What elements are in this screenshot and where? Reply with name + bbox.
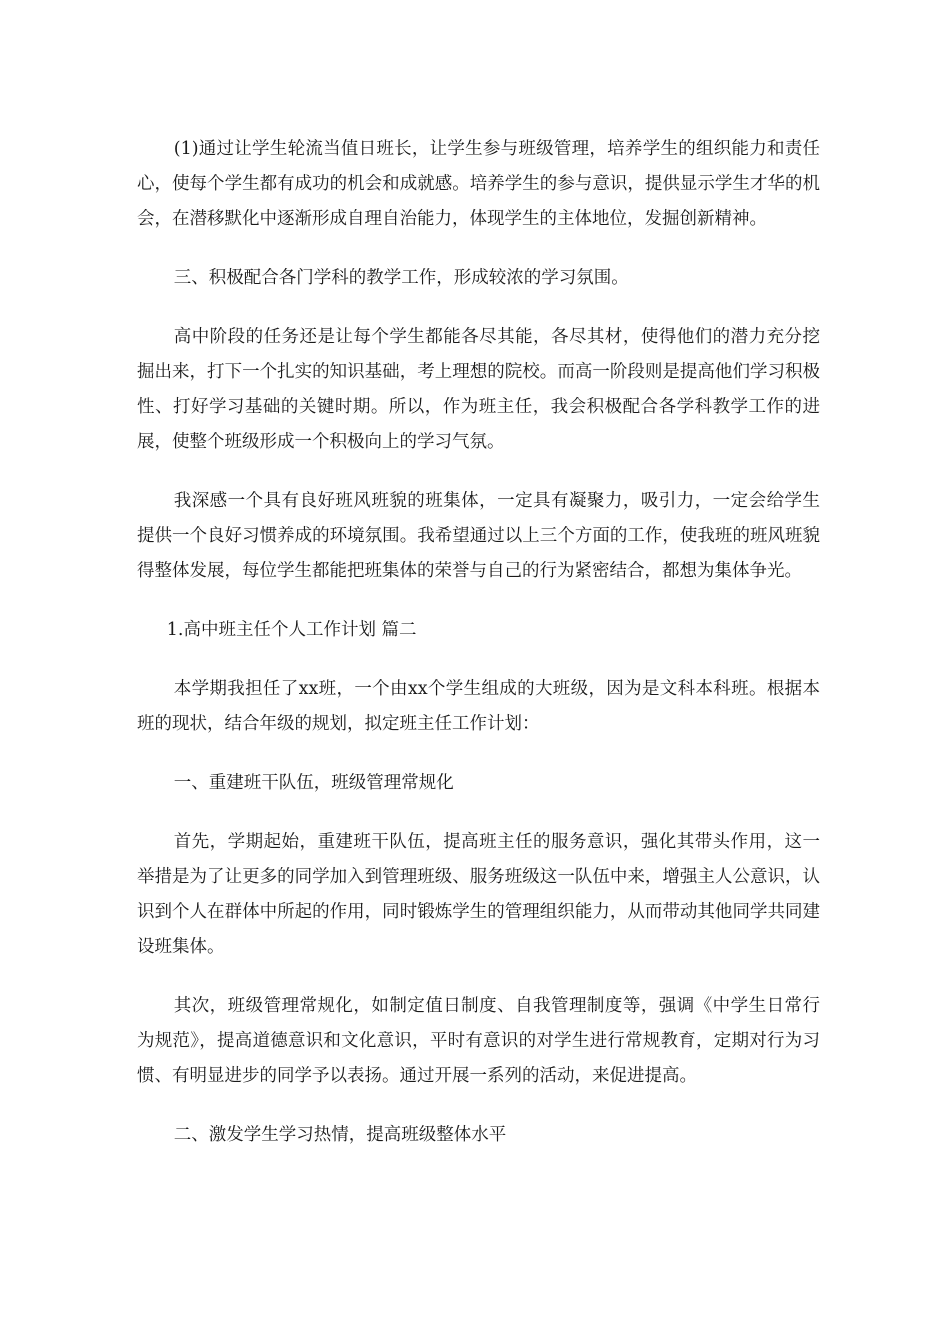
paragraph-high-school-task: 高中阶段的任务还是让每个学生都能各尽其能，各尽其材，使得他们的潜力充分挖掘出来，打下一个扎实的知识基础，考上理想的院校。而高一阶段则是提高他们学习积极性、打好学习基础的关键时期。所以，作为班主任，我会积极配合各学科教学工作的进展，使整个班级形成一个积极向上的学习气氛。	[137, 327, 820, 452]
section-heading-one: 一、重建班干队伍，班级管理常规化	[173, 773, 454, 793]
paragraph-first-rebuild: 首先，学期起始，重建班干队伍，提高班主任的服务意识，强化其带头作用，这一举措是为了让更多的同学加入到管理班级、服务班级这一队伍中来，增强主人公意识，认识到个人在群体中所起的作用，同时锻炼学生的管理组织能力，从而带动其他同学共同建设班集体。	[137, 832, 820, 957]
section-heading-two: 二、激发学生学习热情，提高班级整体水平	[173, 1125, 507, 1145]
paragraph-class-spirit: 我深感一个具有良好班风班貌的班集体，一定具有凝聚力，吸引力，一定会给学生提供一个良好习惯养成的环境氛围。我希望通过以上三个方面的工作，使我班的班风班貌得整体发展，每位学生都能把班集体的荣誉与自己的行为紧密结合，都想为集体争光。	[137, 491, 820, 581]
section-heading-three: 三、积极配合各门学科的教学工作，形成较浓的学习氛围。	[173, 268, 629, 288]
plan-title-part-two: 1.高中班主任个人工作计划 篇二	[166, 620, 417, 640]
paragraph-semester-intro: 本学期我担任了xx班，一个由xx个学生组成的大班级，因为是文科本科班。根据本班的现状，结合年级的规划，拟定班主任工作计划：	[137, 679, 820, 734]
paragraph-second-routine: 其次，班级管理常规化，如制定值日制度、自我管理制度等，强调《中学生日常行为规范》，提高道德意识和文化意识，平时有意识的对学生进行常规教育，定期对行为习惯、有明显进步的同学予以表扬。通过开展一系列的活动，来促进提高。	[137, 996, 820, 1086]
document-body	[137, 132, 820, 1177]
paragraph-duty-monitor: (1)通过让学生轮流当值日班长，让学生参与班级管理，培养学生的组织能力和责任心，使每个学生都有成功的机会和成就感。培养学生的参与意识，提供显示学生才华的机会，在潜移默化中逐渐形成自理自治能力，体现学生的主体地位，发掘创新精神。	[137, 139, 820, 229]
